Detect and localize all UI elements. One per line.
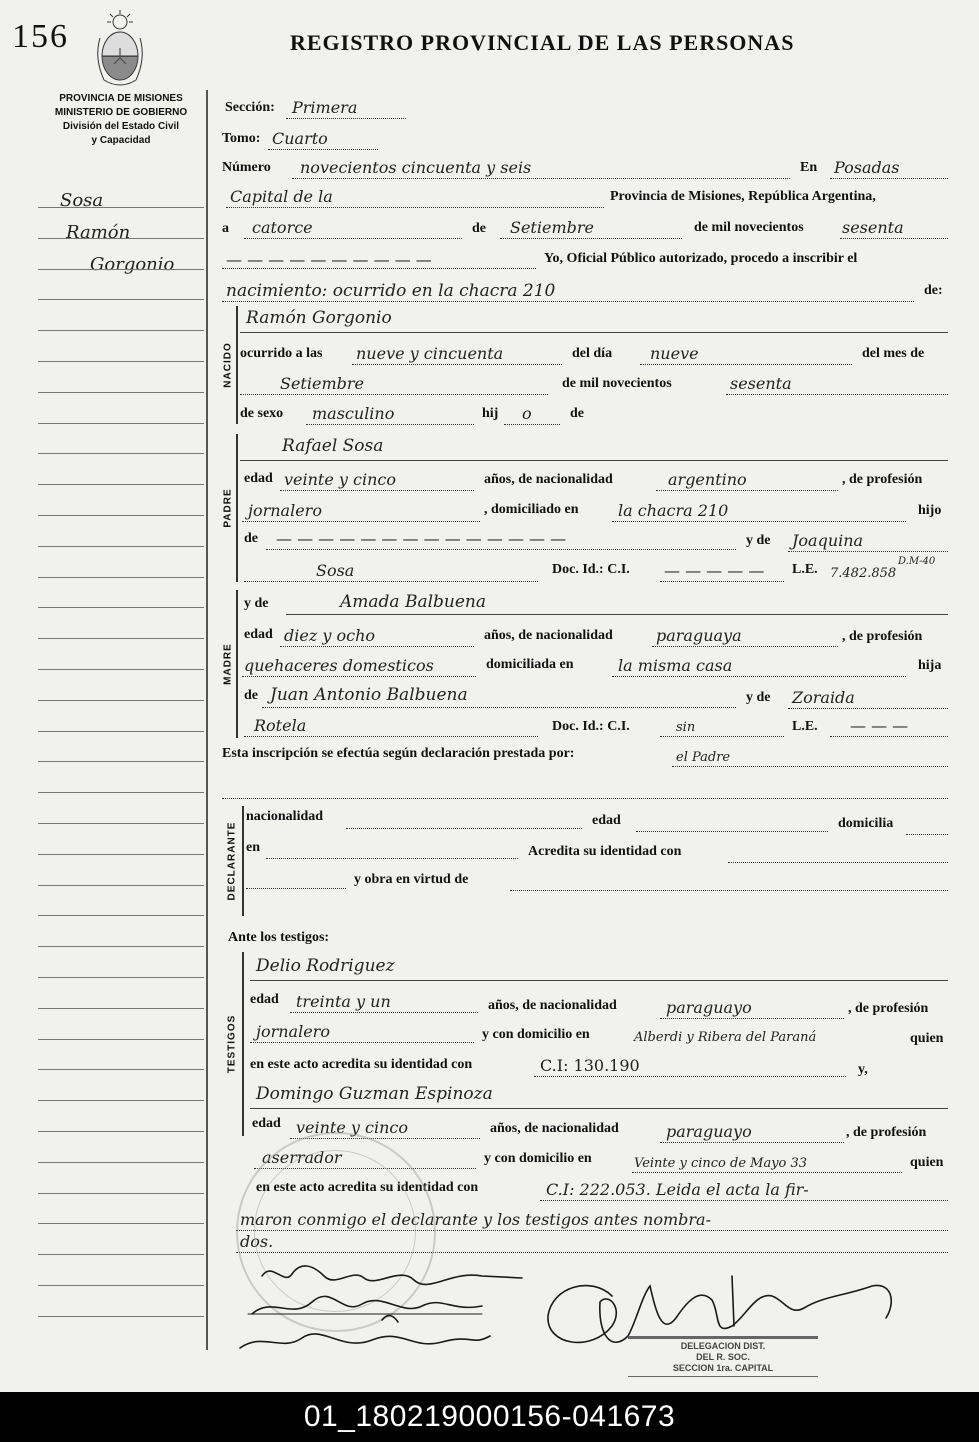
madre-edad-label: edad: [244, 627, 273, 642]
office-stamp: [628, 1336, 818, 1377]
margin-second-name: Gorgonio: [90, 254, 175, 275]
margin-ruled-line: [38, 423, 204, 424]
madre-de-label: de: [244, 688, 258, 703]
margin-ruled-line: [38, 238, 204, 239]
madre-le-value: — — —: [850, 716, 909, 735]
margin-ruled-line: [38, 854, 204, 855]
margin-ruled-line: [38, 1254, 204, 1255]
nacido-anio-label: de mil novecientos: [562, 376, 672, 391]
dia-value: catorce: [252, 218, 313, 237]
testigo1-dom-label: y con domicilio en: [482, 1027, 590, 1042]
margin-ruled-line: [38, 361, 204, 362]
nacido-name: Ramón Gorgonio: [246, 308, 392, 328]
page-title: REGISTRO PROVINCIAL DE LAS PERSONAS: [290, 30, 795, 55]
sexo-label: de sexo: [240, 406, 284, 421]
signatures-icon: [232, 1256, 932, 1366]
de-label: de: [472, 221, 486, 236]
anio-label: de mil novecientos: [694, 220, 804, 235]
margin-ruled-line: [38, 669, 204, 670]
margin-ruled-line: [38, 1223, 204, 1224]
madre-edad-value: diez y ocho: [284, 626, 375, 645]
stamp-line: DELEGACION DIST.: [680, 1341, 766, 1351]
padre-label-text: PADRE: [222, 488, 234, 528]
margin-ruled-line: [38, 731, 204, 732]
declarante-en-label: en: [246, 840, 260, 855]
padre-dom-label: , domiciliado en: [484, 502, 579, 517]
testigo2-prof-label: , de profesión: [846, 1125, 927, 1140]
declarante-dom-label: domicilia: [838, 816, 894, 831]
capital-value: Capital de la: [230, 187, 333, 206]
seccion-value: Primera: [292, 98, 358, 117]
mes-value: Setiembre: [510, 218, 594, 237]
testigo2-quien: quien: [910, 1155, 944, 1170]
margin-ruled-line: [38, 299, 204, 300]
department-line: y Capacidad: [91, 135, 151, 146]
declaracion-label: Esta inscripción se efectúa según declaración prestada por:: [222, 746, 575, 761]
testigo2-dom: Veinte y cinco de Mayo 33: [634, 1156, 808, 1171]
testigo1-prof-label: , de profesión: [848, 1001, 929, 1016]
nacido-label-text: NACIDO: [222, 342, 234, 388]
image-id-footer: 01_180219000156-041673: [0, 1392, 979, 1442]
margin-first-name: Ramón: [66, 222, 131, 243]
padre-dom-value: la chacra 210: [618, 501, 729, 520]
padre-doc-label: Doc. Id.: C.I.: [552, 562, 630, 577]
madre-de-value: Juan Antonio Balbuena: [270, 685, 468, 705]
margin-ruled-line: [38, 1008, 204, 1009]
margin-ruled-line: [38, 577, 204, 578]
testigos-section-label: [220, 952, 244, 1136]
testigo1-edad-label: edad: [250, 992, 279, 1007]
testigo2-acredita-label: en este acto acredita su identidad con: [256, 1180, 479, 1195]
madre-dom-label: domiciliada en: [486, 657, 574, 672]
hij-label: hij: [482, 406, 499, 421]
padre-le-label: L.E.: [792, 562, 818, 577]
margin-ruled-line: [38, 484, 204, 485]
margin-surname: Sosa: [60, 190, 104, 211]
madre-prof-value: quehaceres domesticos: [244, 656, 434, 675]
margin-ruled-line: [38, 761, 204, 762]
padre-yde-value: Joaquina: [792, 531, 864, 550]
margin-ruled-line: [38, 1039, 204, 1040]
department-line: PROVINCIA DE MISIONES: [59, 93, 183, 104]
padre-name: Rafael Sosa: [282, 436, 384, 456]
testigo2-acredita: C.I: 222.053. Leida el acta la fir-: [546, 1180, 809, 1199]
testigo2-dom-label: y con domicilio en: [484, 1151, 592, 1166]
provincia-label: Provincia de Misiones, República Argentina,: [610, 189, 876, 204]
madre-doc-value: sin: [676, 720, 696, 735]
testigo1-nac: paraguayo: [666, 998, 752, 1017]
hora-value: nueve y cincuenta: [356, 344, 504, 363]
testigo1-prof: jornalero: [256, 1022, 330, 1041]
madre-nac-label: años, de nacionalidad: [484, 628, 613, 643]
padre-section-label: [216, 434, 240, 582]
madre-hija-label: hija: [918, 658, 942, 673]
padre-prof-label: , de profesión: [842, 472, 923, 487]
madre-nac-value: paraguaya: [656, 626, 742, 645]
declarante-acredita-label: Acredita su identidad con: [528, 844, 682, 859]
margin-ruled-line: [38, 269, 204, 270]
declarante-label-text: DECLARANTE: [226, 821, 238, 901]
declarante-nac-label: nacionalidad: [246, 809, 324, 824]
testigo2-prof: aserrador: [262, 1148, 342, 1167]
testigo1-acredita-label: en este acto acredita su identidad con: [250, 1057, 473, 1072]
coat-of-arms-icon: [92, 8, 148, 92]
testigo2-nac-label: años, de nacionalidad: [490, 1121, 619, 1136]
stamp-line: DEL R. SOC.: [696, 1352, 750, 1362]
testigo1-dom: Alberdi y Ribera del Paraná: [634, 1030, 817, 1045]
page-number: 156: [12, 18, 69, 55]
testigo1-name: Delio Rodriguez: [256, 956, 395, 976]
margin-ruled-line: [38, 638, 204, 639]
numero-label: Número: [222, 160, 271, 175]
testigos-ante-label: Ante los testigos:: [228, 930, 330, 945]
testigo2-nac: paraguayo: [666, 1122, 752, 1141]
madre-yde-label: y de: [244, 596, 269, 611]
margin-ruled-line: [38, 453, 204, 454]
tomo-value: Cuarto: [272, 129, 328, 148]
anio-value: sesenta: [842, 218, 904, 237]
padre-edad-value: veinte y cinco: [284, 470, 397, 489]
declarante-virtud-label: y obra en virtud de: [354, 872, 469, 887]
padre-yde-label: y de: [746, 533, 771, 548]
madre-le-label: L.E.: [792, 719, 818, 734]
margin-ruled-line: [38, 915, 204, 916]
madre-yde2-value: Zoraida: [792, 688, 855, 707]
nacido-mes-value: Setiembre: [280, 374, 364, 393]
margin-ruled-line: [38, 1285, 204, 1286]
margin-ruled-line: [38, 1100, 204, 1101]
department-line: División del Estado Civil: [62, 121, 180, 132]
margin-ruled-line: [38, 792, 204, 793]
en-value: Posadas: [834, 158, 900, 177]
margin-ruled-line: [38, 546, 204, 547]
testigo1-y: y,: [858, 1062, 868, 1077]
madre-label-text: MADRE: [222, 643, 234, 685]
margin-ruled-line: [38, 885, 204, 886]
de-colon-label: de:: [924, 283, 943, 298]
madre-section-label: [216, 590, 240, 738]
margin-ruled-line: [38, 700, 204, 701]
sexo-value: masculino: [312, 404, 395, 423]
oficial-label: Yo, Oficial Público autorizado, procedo a inscribir el: [544, 251, 858, 266]
declarante-edad-label: edad: [592, 813, 621, 828]
declarante-section-label: [220, 806, 244, 916]
department-line: MINISTERIO DE GOBIERNO: [54, 107, 188, 118]
padre-prof-value: jornalero: [248, 501, 322, 520]
stamp-line: SECCION 1ra. CAPITAL: [672, 1363, 774, 1373]
testigo1-nac-label: años, de nacionalidad: [488, 998, 617, 1013]
seccion-label: Sección:: [225, 100, 275, 115]
madre-dom-value: la misma casa: [618, 656, 733, 675]
testigo2-edad: veinte y cinco: [296, 1118, 409, 1137]
margin-ruled-line: [38, 1131, 204, 1132]
madre-name: Amada Balbuena: [340, 592, 486, 612]
margin-ruled-line: [38, 515, 204, 516]
margin-ruled-line: [38, 946, 204, 947]
margin-ruled-line: [38, 823, 204, 824]
margin-ruled-line: [38, 1162, 204, 1163]
madre-doc-label: Doc. Id.: C.I.: [552, 719, 630, 734]
margin-ruled-line: [38, 1193, 204, 1194]
cierre-line2: dos.: [240, 1232, 274, 1251]
testigo1-edad: treinta y un: [296, 992, 391, 1011]
acto-value: nacimiento: ocurrido en la chacra 210: [226, 281, 556, 301]
margin-ruled-line: [38, 1069, 204, 1070]
testigo2-edad-label: edad: [252, 1116, 281, 1131]
ocurrido-label: ocurrido a las: [240, 346, 323, 361]
numero-value: novecientos cincuenta y seis: [300, 158, 532, 177]
madre-yde2-label: y de: [746, 690, 771, 705]
padre-nac-label: años, de nacionalidad: [484, 472, 613, 487]
padre-nac-value: argentino: [668, 470, 747, 489]
declaracion-value: el Padre: [676, 750, 731, 765]
testigo2-name: Domingo Guzman Espinoza: [256, 1084, 493, 1104]
padre-doc-value: — — — — —: [664, 561, 765, 580]
padre-ape-value: Sosa: [316, 561, 355, 580]
padre-de-value: — — — — — — — — — — — — — —: [276, 529, 567, 548]
margin-ruled-line: [38, 330, 204, 331]
a-label: a: [222, 221, 229, 236]
delmes-label: del mes de: [862, 346, 925, 361]
nacido-dia-value: nueve: [650, 344, 699, 363]
madre-prof-label: , de profesión: [842, 629, 923, 644]
hij-value: o: [522, 404, 532, 423]
department-block: [26, 92, 216, 148]
margin-ruled-line: [38, 392, 204, 393]
padre-hijo-label: hijo: [918, 503, 942, 518]
margin-ruled-line: [38, 977, 204, 978]
padre-edad-label: edad: [244, 471, 273, 486]
padre-dm-value: D.M-40: [898, 556, 936, 567]
margin-ruled-line: [38, 607, 204, 608]
nacido-section-label: [216, 306, 240, 424]
deldia-label: del día: [572, 346, 613, 361]
madre-ape-value: Rotela: [254, 716, 307, 735]
testigos-label-text: TESTIGOS: [226, 1014, 238, 1074]
testigo1-quien: quien: [910, 1031, 944, 1046]
nacido-de-label: de: [570, 406, 584, 421]
dash-value: — — — — — — — — — —: [226, 250, 432, 269]
cierre-line1: maron conmigo el declarante y los testigos antes nombra-: [240, 1210, 711, 1229]
margin-ruled-line: [38, 1316, 204, 1317]
padre-de-label: de: [244, 531, 258, 546]
en-label: En: [800, 160, 818, 175]
testigo1-acredita: C.I: 130.190: [540, 1056, 640, 1075]
nacido-anio-value: sesenta: [730, 374, 792, 393]
margin-divider: [206, 90, 208, 1350]
padre-le-value: 7.482.858: [830, 566, 897, 581]
tomo-label: Tomo:: [222, 131, 261, 146]
margin-ruled-line: [38, 207, 204, 208]
